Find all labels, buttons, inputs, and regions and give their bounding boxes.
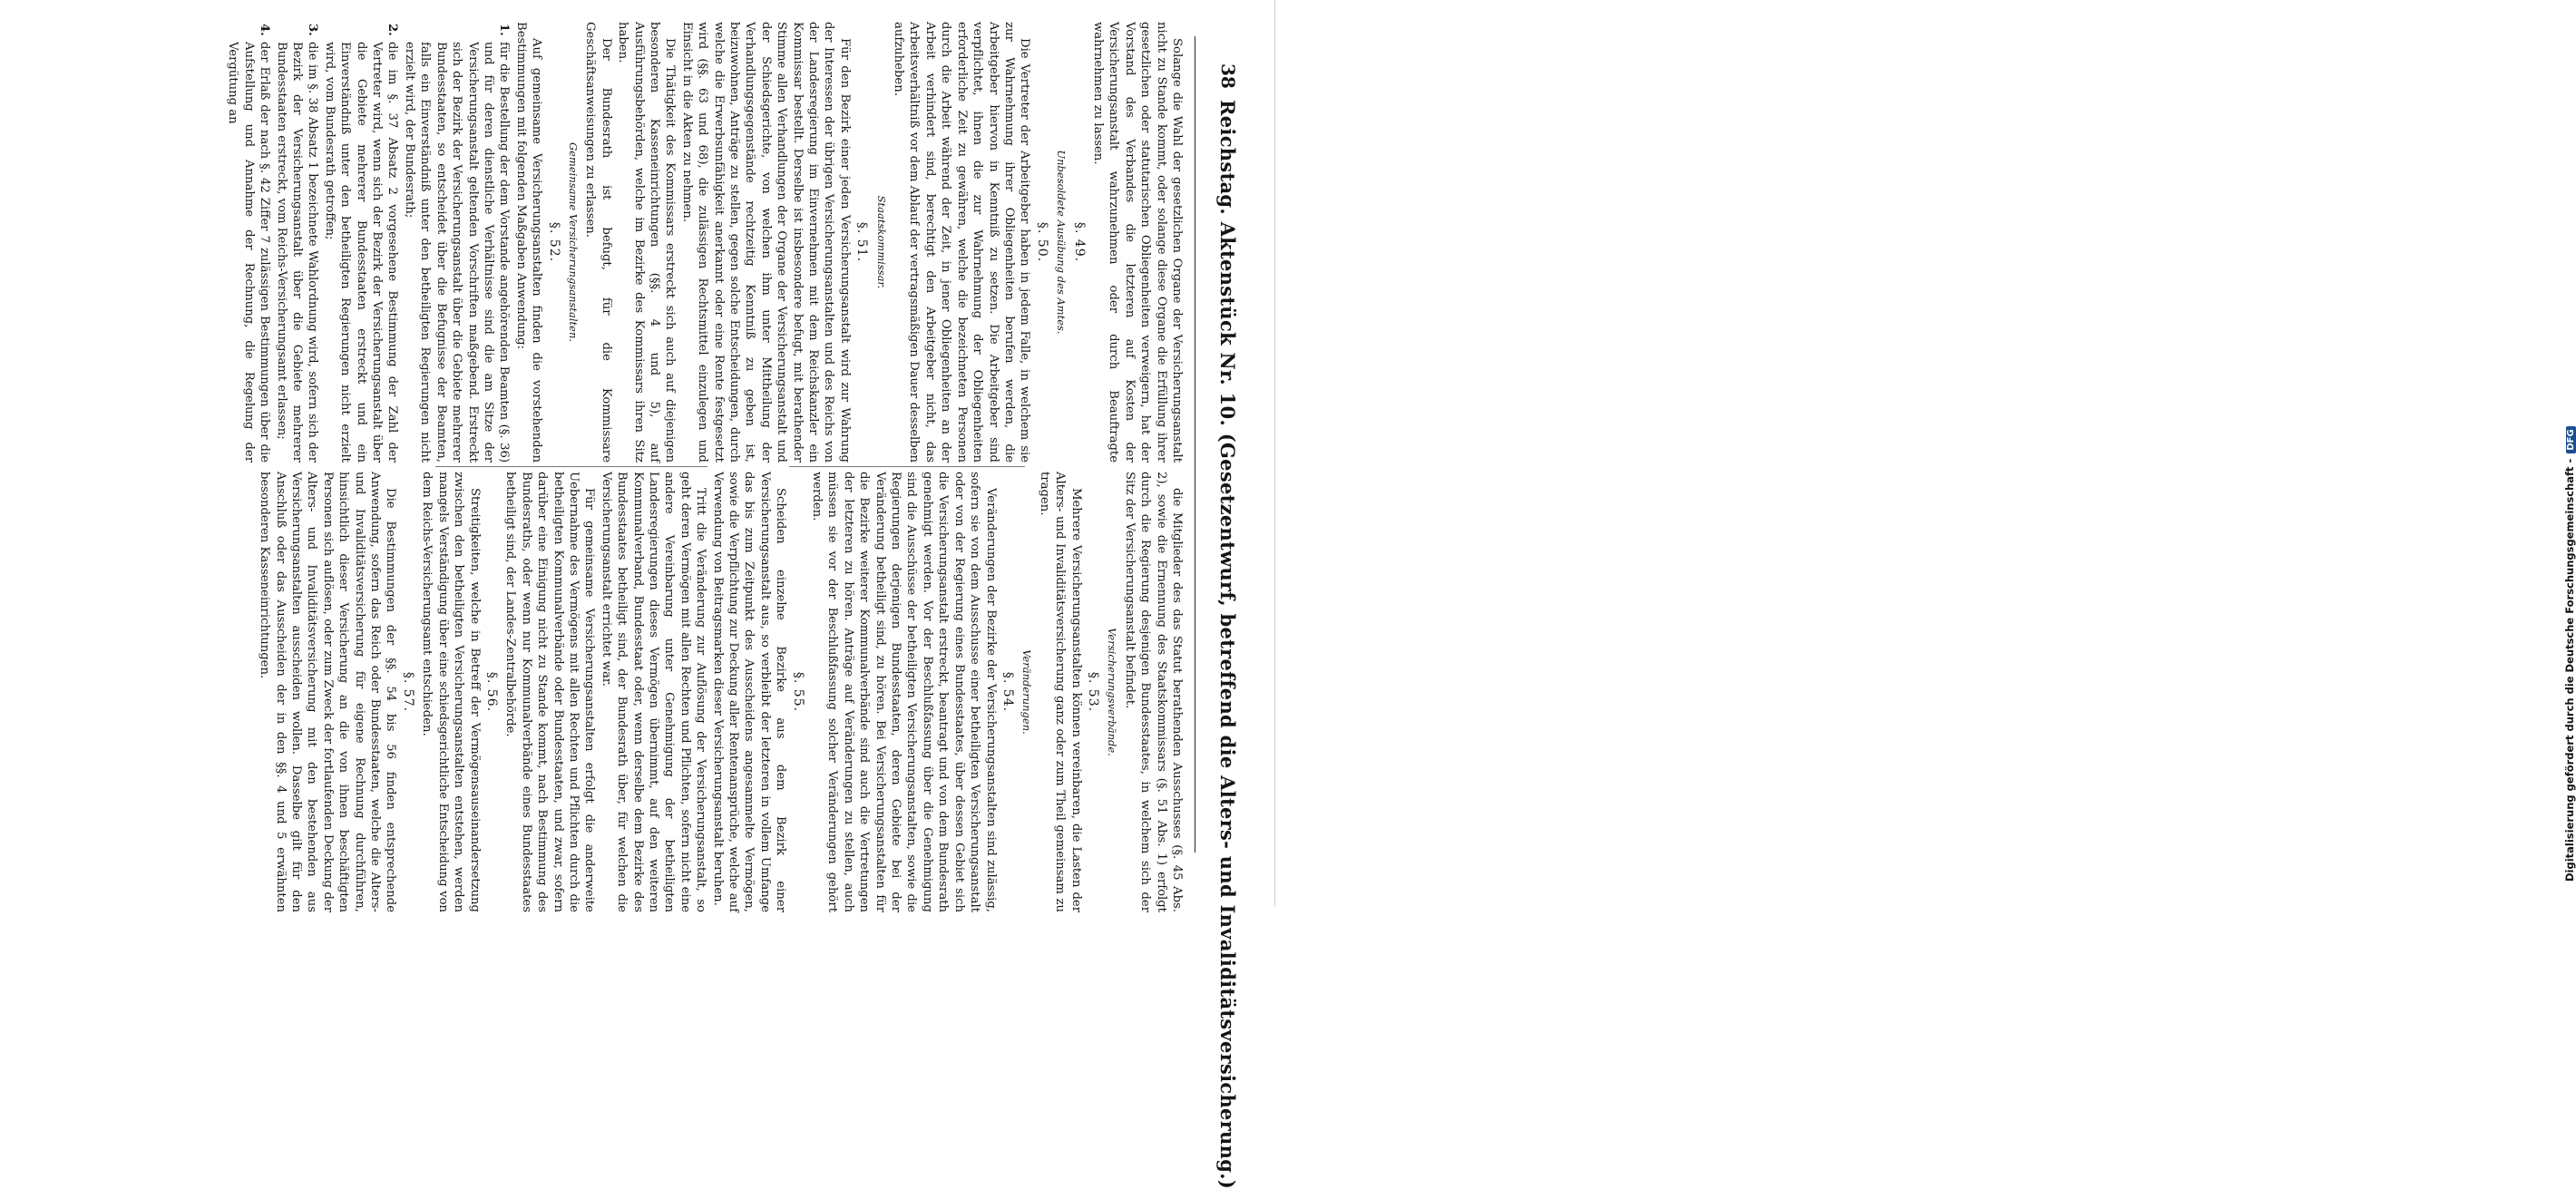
body-paragraph: Die Vertreter der Arbeitgeber haben in jedem Falle, in welchem sie zur Wahrnehmung ihrer Obliegenheiten berufen werden, die Arbeitgeber hiervon in Kenntniß zu setzen. Die Arbeitgeber sind verpflichtet, ihnen die zur Wahrnehmung der Obliegenheiten erforderliche Zeit zu gewähren, welche die bezeichneten Personen durch die Arbeit während der Zeit, in jener Obliegenheiten an der Arbeit verhindert sind, berechtigt den Arbeitgeber nicht, das Arbeitsverhältniß vor dem Ablauf der vertragsmäßigen Dauer desselben aufzuheben. — [892, 22, 1032, 463]
section-number: §. 52. — [546, 221, 561, 263]
section-number: §. 55. — [790, 671, 805, 713]
body-paragraph: Die Bestimmungen der §§. 54 bis 56 finden entsprechende Anwendung, sofern das Reich oder Bundesstaaten, welche die Alters- und Invaliditätsversicherung für eigene Rechnung durchführen, hinsichtlich dieser Versicherung an die von ihnen beschäftigten Personen sich auflösen, oder zum Zweck der fortlaufenden Deckung der Alters- und Invaliditätsversicherung mit den bestehenden aus Versicherungsanstalten ausscheiden wollen. Dasselbe gilt für den Anschluß oder das Ausscheiden der in den §§. 4 und 5 erwähnten besonderen Kasseneinrichtungen. — [258, 472, 398, 912]
section-number: §. 54. — [1000, 671, 1015, 713]
printed-page — [0, 0, 1252, 1189]
digitization-credit — [2563, 426, 2576, 882]
section-heading: Gemeinsame Versicherungsanstalten. — [566, 141, 580, 343]
running-head: Reichstag. Aktenstück Nr. 10. (Gesetzentwurf, betreffend die Alters- und Invaliditätsversicherung.) — [1216, 100, 1239, 1189]
item-number: 3. — [306, 24, 320, 36]
dfg-logo: DFG — [2566, 426, 2576, 453]
left-text-column — [51, 22, 1185, 463]
item-number: 1. — [497, 24, 512, 36]
item-number: 2. — [385, 24, 400, 36]
body-paragraph: Streitigkeiten, welche in Betreff der Vermögensauseinandersetzung zwischen den betheiligten Versicherungsanstalten entstehen, werden mangels Verständigung über eine schiedsgerichtliche Entscheidung von dem Reichs-Versicherungsamt entschieden. — [420, 472, 482, 912]
section-heading: Staatskommissar. — [874, 195, 888, 289]
digitization-sidebar — [1274, 0, 2576, 907]
credit-text: Digitalisierung gefördert durch die Deutsche Forschungsgemeinschaft - — [2563, 458, 2576, 882]
body-paragraph: Scheiden einzelne Bezirke aus dem Bezirk einer Versicherungsanstalt aus, so verbleibt der letzteren in vollem Umfange das bis zum Zeitpunkt des Ausscheidens angesammelte Vermögen, sowie die Verpflichtung zur Deckung aller Rentenansprüche, welche auf Verwendung von Beitragsmarken dieser Versicherungsanstalt beruhen. — [710, 472, 788, 912]
section-number: §. 50. — [1034, 221, 1049, 263]
body-paragraph: Für gemeinsame Versicherungsanstalten erfolgt die anderweite Uebernahme des Vermögens mit allen Rechten und Pflichten durch die betheiligten Kommunalverbände oder Bundesstaaten, und zwar, sofern darüber eine Einigung nicht zu Stande kommt, nach Bestimmung des Bundesraths, oder wenn nur Kommunalverbände eines Bundesstaates betheiligt sind, der Landes-Zentralbehörde. — [503, 472, 597, 912]
body-paragraph: Tritt die Veränderung zur Auflösung der Versicherungsanstalt, so geht deren Vermögen mit allen Rechten und Pflichten, sofern nicht eine andere Vereinbarung unter Genehmigung der betheiligten Landesregierungen dieses Vermögen übernimmt, auf den weiteren Kommunalverband, Bundesstaat oder, wenn derselbe dem Bezirke des Bundesstaates betheiligt sind, der Bundesrath über, für welchen die Versicherungsanstalt errichtet war. — [599, 472, 708, 912]
body-paragraph: Veränderungen der Bezirke der Versicherungsanstalten sind zulässig, sofern sie von dem Ausschusse einer betheiligten Versicherungsanstalt oder von der Regierung eines Bundesstaates, über dessen Gebiet sich die Versicherungsanstalt erstreckt, beantragt und von dem Bundesrath genehmigt werden. Vor der Beschlußfassung über die Genehmigung sind die Ausschüsse der betheiligten Versicherungsanstalten, sowie die Regierungen derjenigen Bundesstaaten, deren Gebiete bei der Veränderung betheiligt sind, zu hören. Bei Versicherungsanstalten für die Bezirke weiterer Kommunalverbände sind auch die Vertretungen der letzteren zu hören. Anträge auf Veränderungen zu stellen, auch müssen sie vor der Beschlußfassung solcher Veränderungen gehört werden. — [810, 472, 998, 912]
enumerated-item — [225, 22, 272, 463]
body-paragraph: die Mitglieder des das Statut berathenden Ausschusses (§. 45 Abs. 2), sowie die Ernennung des Staatskommissars (§. 51 Abs. 1) erfolgt durch die Regierung desjenigen Bundesstaates, in welchem sich der Sitz der Versicherungsanstalt befindet. — [1122, 472, 1184, 912]
section-number: §. 57. — [400, 671, 415, 713]
enumerated-item — [321, 22, 400, 463]
section-number: §. 56. — [483, 671, 499, 713]
column-divider-lower — [435, 466, 707, 467]
body-paragraph: Solange die Wahl der gesetzlichen Organe der Versicherungsanstalt nicht zu Stande kommt, oder solange diese Organe die Erfüllung ihrer gesetzlichen oder statutarischen Obliegenheiten verweigern, hat der Vorstand des Verbandes die letzteren auf Kosten der Versicherungsanstalt wahrzunehmen oder durch Beauftragte wahrnehmen zu lassen. — [1090, 22, 1184, 463]
body-paragraph: Der Bundesrath ist befugt, für die Kommissare Geschäftsanweisungen zu erlassen. — [583, 22, 613, 463]
body-paragraph: Auf gemeinsame Versicherungsanstalten finden die vorstehenden Bestimmungen mit folgenden Maßgaben Anwendung: — [513, 22, 544, 463]
item-text: für die Bestellung der dem Vorstande angehörenden Beamten (§. 36) und für deren dienstliche Verhältnisse sind die am Sitze der Versicherungsanstalt geltenden Vorschriften maßgebend. Erstreckt sich der Bezirk der Versicherungsanstalt über die Gebiete mehrerer Bundesstaaten, so entscheidet über die Befugnisse der Beamten, falls ein Einverständniß unter den betheiligten Regierungen nicht erzielt wird, der Bundesrath; — [402, 42, 512, 463]
section-number: §. 49. — [1071, 221, 1087, 263]
item-text: der Erlaß der nach §. 42 Ziffer 7 zulässigen Bestimmungen über die Aufstellung und Annahme der Rechnung, die Regelung der Vergütung an — [226, 42, 272, 463]
item-number: 4. — [258, 24, 272, 36]
body-paragraph: Mehrere Versicherungsanstalten können vereinbaren, die Lasten der Alters- und Invaliditätsversicherung ganz oder zum Theil gemeinsam zu tragen. — [1037, 472, 1083, 912]
right-text-column — [51, 472, 1185, 912]
item-text: die im §. 37 Absatz 2 vorgesehene Bestimmung der Zahl der Vertreter wird, wenn sich der Bezirk der Versicherungsanstalt über die Gebiete mehrerer Bundesstaaten erstreckt und ein Einverständniß unter den betheiligten Regierungen nicht erzielt wird, vom Bundesrath getroffen; — [322, 42, 400, 463]
page-number: 38 — [1217, 63, 1239, 89]
enumerated-item — [402, 22, 512, 463]
section-number: §. 51. — [854, 221, 870, 263]
body-paragraph: Für den Bezirk einer jeden Versicherungsanstalt wird zur Wahrung der Interessen der übrigen Versicherungsanstalten und des Reichs von der Landesregierung im Einvernehmen mit dem Reichskanzler ein Kommissar bestellt. Derselbe ist insbesondere befugt, mit berathender Stimme allen Verhandlungen der Organe der Versicherungsanstalt und der Schiedsgerichte, von welchen ihm unter Mittheilung der Verhandlungsgegenstände rechtzeitig Kenntniß zu geben ist, beizuwohnen, Anträge zu stellen, gegen solche Entscheidungen, durch welche die Erwerbsunfähigkeit anerkannt oder eine Rente festgesetzt wird (§§. 63 und 68), die zulässigen Rechtsmittel einzulegen und Einsicht in die Akten zu nehmen. — [679, 22, 852, 463]
section-number: §. 53. — [1085, 671, 1100, 713]
column-divider — [789, 466, 1025, 467]
section-heading: Unbesoldete Ausübung des Amtes. — [1055, 150, 1068, 335]
enumerated-item — [273, 22, 320, 463]
section-heading: Versicherungsverbände. — [1106, 628, 1119, 756]
body-paragraph: Die Thätigkeit des Kommissars erstreckt sich auch auf diejenigen besonderen Kasseneinrichtungen (§§. 4 und 5), auf Ausführungsbehörden, welche im Bezirke des Kommissars ihren Sitz haben. — [616, 22, 678, 463]
section-heading: Veränderungen. — [1020, 649, 1034, 735]
item-text: die im §. 38 Absatz 1 bezeichnete Wahlordnung wird, sofern sich der Bezirk der Versicherungsanstalt über die Gebiete mehrerer Bundesstaaten erstreckt, vom Reichs-Versicherungsamt erlassen; — [274, 42, 320, 463]
